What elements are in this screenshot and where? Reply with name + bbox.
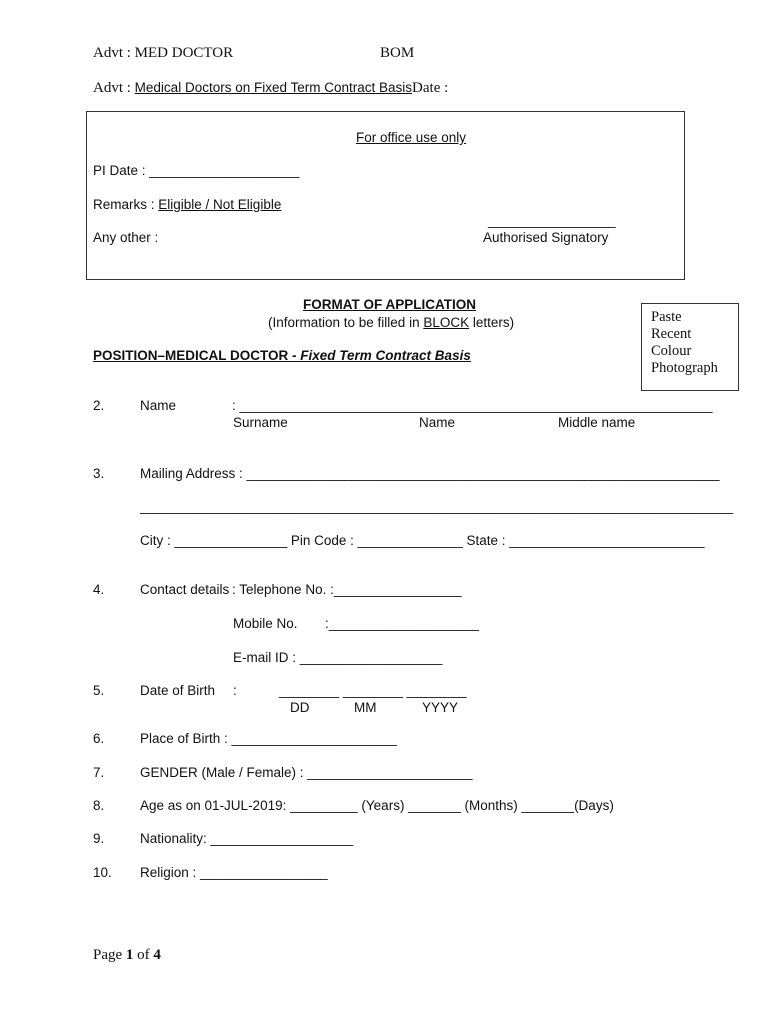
item-number: 2. [93, 398, 105, 413]
advt-line [93, 79, 448, 97]
item-number: 3. [93, 466, 105, 481]
advt-prefix: Advt : [93, 80, 135, 96]
any-other-label: Any other : [93, 230, 159, 245]
page-number [93, 947, 161, 964]
photo-line: Paste [651, 309, 682, 325]
advt-heading: Advt : MED DOCTOR [93, 45, 234, 61]
photo-line: Photograph [651, 360, 718, 376]
dob-colon: : [233, 683, 237, 698]
item-number: 7. [93, 765, 105, 780]
subtitle-block: BLOCK [423, 315, 470, 330]
city-pin-state-field[interactable]: City : _______________ Pin Code : ______________ State : __________________________ [140, 533, 705, 548]
item-number: 10. [93, 865, 112, 880]
nationality-field[interactable]: Nationality: ___________________ [140, 831, 354, 846]
dob-label: Date of Birth [140, 683, 216, 698]
photo-line: Colour [651, 343, 692, 359]
email-field[interactable]: E-mail ID : ___________________ [233, 650, 443, 665]
remarks-value: Eligible / Not Eligible [158, 197, 282, 212]
contact-details-label: Contact details [140, 582, 230, 597]
office-use-title: For office use only [356, 130, 467, 145]
age-field[interactable]: Age as on 01-JUL-2019: _________ (Years) _______ (Months) _______(Days) [140, 798, 614, 813]
authorised-signatory: Authorised Signatory [483, 230, 609, 245]
mm-sublabel: MM [354, 700, 377, 715]
telephone-field[interactable]: : Telephone No. :_________________ [232, 582, 462, 597]
position-label: POSITION–MEDICAL DOCTOR - [93, 348, 301, 363]
name-sublabel: Name [419, 415, 456, 430]
format-subtitle [268, 315, 514, 330]
item-number: 8. [93, 798, 105, 813]
name-input-line[interactable]: : _______________________________________________________________ [232, 398, 713, 413]
page-current: 1 [125, 947, 134, 963]
remarks-label: Remarks : [93, 197, 159, 212]
pi-date-field: PI Date : ____________________ [93, 163, 300, 178]
signature-line: _________________ [488, 213, 616, 228]
mailing-address-field[interactable]: Mailing Address : _______________________________________________________________ [140, 466, 720, 481]
photo-line: Recent [651, 326, 692, 342]
place-of-birth-field[interactable]: Place of Birth : ______________________ [140, 731, 397, 746]
mobile-field[interactable]: :____________________ [325, 616, 479, 631]
middle-name-sublabel: Middle name [558, 415, 636, 430]
dob-field[interactable]: ________ ________ ________ [279, 683, 467, 698]
gender-field[interactable]: GENDER (Male / Female) : ______________________ [140, 765, 473, 780]
item-number: 5. [93, 683, 105, 698]
mailing-address-line2[interactable]: _______________________________________________________________________________ [140, 499, 734, 514]
page-total: 4 [153, 947, 161, 963]
religion-field[interactable]: Religion : _________________ [140, 865, 328, 880]
name-label: Name [140, 398, 177, 413]
surname-sublabel: Surname [233, 415, 288, 430]
mobile-label: Mobile No. [233, 616, 298, 631]
of-word: of [133, 947, 154, 963]
bom-label: BOM [380, 45, 415, 61]
item-number: 4. [93, 582, 105, 597]
position-basis: Fixed Term Contract Basis [300, 348, 471, 363]
item-number: 6. [93, 731, 105, 746]
dd-sublabel: DD [290, 700, 310, 715]
format-title: FORMAT OF APPLICATION [303, 297, 476, 312]
photo-instructions [651, 309, 718, 377]
advt-title: Medical Doctors on Fixed Term Contract Basis [134, 80, 413, 95]
yyyy-sublabel: YYYY [422, 700, 459, 715]
subtitle-pre: (Information to be filled in [268, 315, 424, 330]
remarks-field [93, 197, 281, 212]
position-heading [93, 348, 471, 363]
subtitle-post: letters) [469, 315, 515, 330]
item-number: 9. [93, 831, 105, 846]
date-label: Date : [412, 80, 449, 96]
page-word: Page [93, 947, 126, 963]
